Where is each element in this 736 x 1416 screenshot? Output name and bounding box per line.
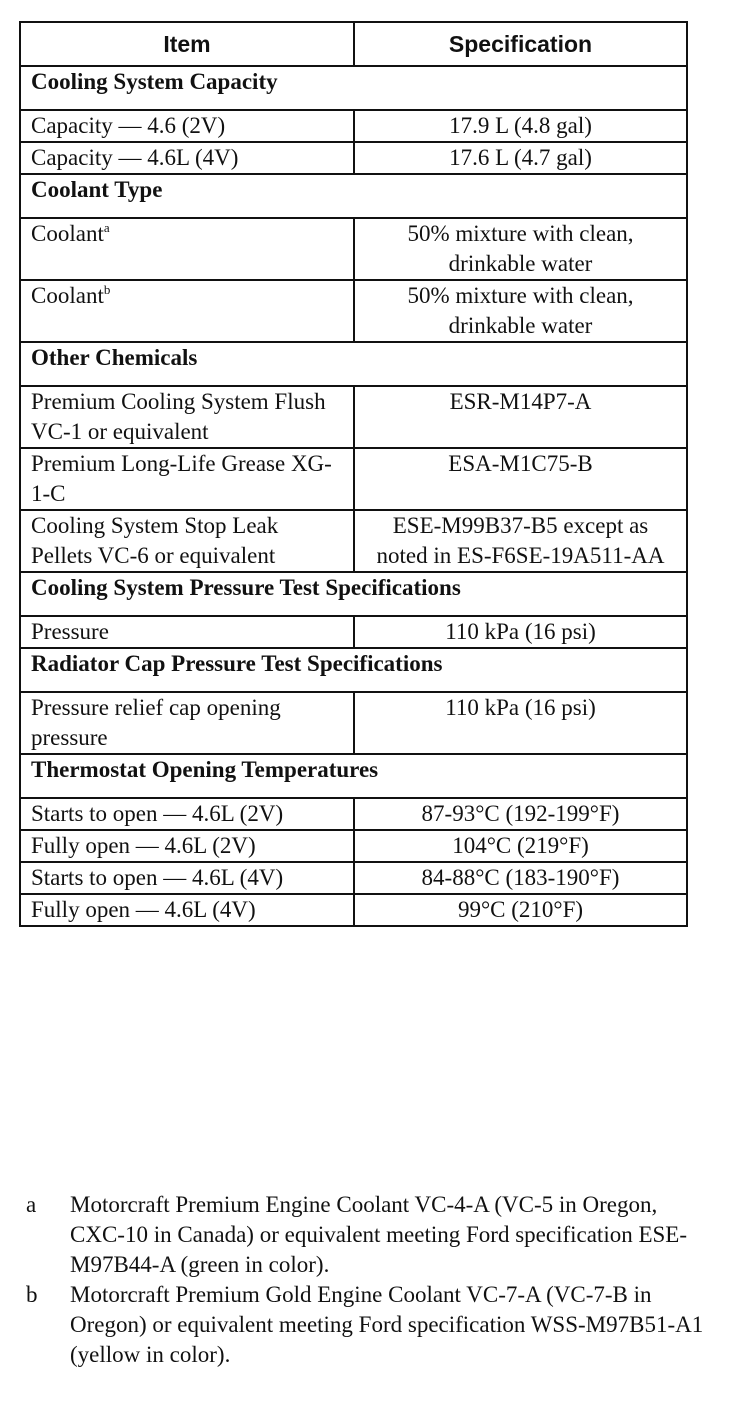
specification-cell: 104°C (219°F) — [354, 830, 687, 862]
table-row — [20, 830, 687, 862]
table-row — [20, 448, 687, 510]
item-label: Cooling System Stop Leak Pellets VC-6 or equivalent — [31, 513, 279, 568]
specification-cell: 87-93°C (192-199°F) — [354, 798, 687, 830]
item-cell — [20, 510, 354, 572]
specification-cell: ESE-M99B37-B5 except as noted in ES-F6SE-19A511-AA — [354, 510, 687, 572]
table-row — [20, 218, 687, 280]
item-cell — [20, 386, 354, 448]
footnote-text: Motorcraft Premium Engine Coolant VC-4-A (VC-5 in Oregon, CXC-10 in Canada) or equivalent meeting Ford specification ESE-M97B44-A (green in color). — [70, 1192, 688, 1277]
item-label: Coolant — [31, 221, 104, 246]
item-cell — [20, 692, 354, 754]
footnote — [26, 1190, 706, 1280]
item-cell — [20, 218, 354, 280]
specification-cell: 84-88°C (183-190°F) — [354, 862, 687, 894]
footnote-marker: a — [103, 220, 110, 235]
specification-cell: 17.9 L (4.8 gal) — [354, 110, 687, 142]
header-item: Item — [20, 22, 354, 66]
section-title: Radiator Cap Pressure Test Specifications — [20, 648, 687, 692]
header-specification: Specification — [354, 22, 687, 66]
table-row — [20, 142, 687, 174]
item-cell — [20, 280, 354, 342]
footnotes — [26, 1190, 706, 1370]
item-label: Pressure — [31, 619, 109, 644]
specification-cell: 17.6 L (4.7 gal) — [354, 142, 687, 174]
specification-cell: 110 kPa (16 psi) — [354, 692, 687, 754]
item-cell — [20, 798, 354, 830]
footnote-marker: b — [103, 282, 111, 297]
item-cell — [20, 448, 354, 510]
section-row — [20, 342, 687, 386]
item-cell — [20, 110, 354, 142]
table-body — [20, 66, 687, 926]
table-row — [20, 280, 687, 342]
footnote — [26, 1280, 706, 1370]
specification-cell: 50% mixture with clean, drinkable water — [354, 280, 687, 342]
specification-cell: ESA-M1C75-B — [354, 448, 687, 510]
specification-cell: 110 kPa (16 psi) — [354, 616, 687, 648]
section-title: Cooling System Pressure Test Specifications — [20, 572, 687, 616]
item-cell — [20, 616, 354, 648]
table-header-row — [20, 22, 687, 66]
section-title: Cooling System Capacity — [20, 66, 687, 110]
footnote-text: Motorcraft Premium Gold Engine Coolant VC-7-A (VC-7-B in Oregon) or equivalent meeting Ford specification WSS-M97B51-A1 (yellow in color). — [70, 1282, 704, 1367]
section-row — [20, 572, 687, 616]
table-row — [20, 616, 687, 648]
table-row — [20, 862, 687, 894]
table-row — [20, 894, 687, 926]
table-row — [20, 386, 687, 448]
section-title: Thermostat Opening Temperatures — [20, 754, 687, 798]
specification-cell: ESR-M14P7-A — [354, 386, 687, 448]
item-label: Starts to open — 4.6L (2V) — [31, 801, 284, 826]
item-label: Fully open — 4.6L (4V) — [31, 897, 256, 922]
item-label: Capacity — 4.6 (2V) — [31, 113, 226, 138]
section-title: Coolant Type — [20, 174, 687, 218]
table-row — [20, 798, 687, 830]
item-cell — [20, 862, 354, 894]
item-cell — [20, 142, 354, 174]
item-label: Starts to open — 4.6L (4V) — [31, 865, 284, 890]
table-row — [20, 510, 687, 572]
specification-cell: 99°C (210°F) — [354, 894, 687, 926]
item-label: Capacity — 4.6L (4V) — [31, 145, 239, 170]
section-title: Other Chemicals — [20, 342, 687, 386]
footnote-letter: b — [26, 1282, 38, 1307]
footnote-letter: a — [26, 1192, 37, 1217]
item-cell — [20, 894, 354, 926]
item-label: Fully open — 4.6L (2V) — [31, 833, 256, 858]
item-label: Pressure relief cap opening pressure — [31, 695, 281, 750]
section-row — [20, 648, 687, 692]
item-label: Coolant — [31, 283, 104, 308]
specification-table — [19, 21, 688, 927]
section-row — [20, 174, 687, 218]
item-label: Premium Cooling System Flush VC-1 or equivalent — [31, 389, 326, 444]
section-row — [20, 754, 687, 798]
table-row — [20, 110, 687, 142]
item-label: Premium Long-Life Grease XG-1-C — [31, 451, 332, 506]
item-cell — [20, 830, 354, 862]
section-row — [20, 66, 687, 110]
table-row — [20, 692, 687, 754]
specification-cell: 50% mixture with clean, drinkable water — [354, 218, 687, 280]
